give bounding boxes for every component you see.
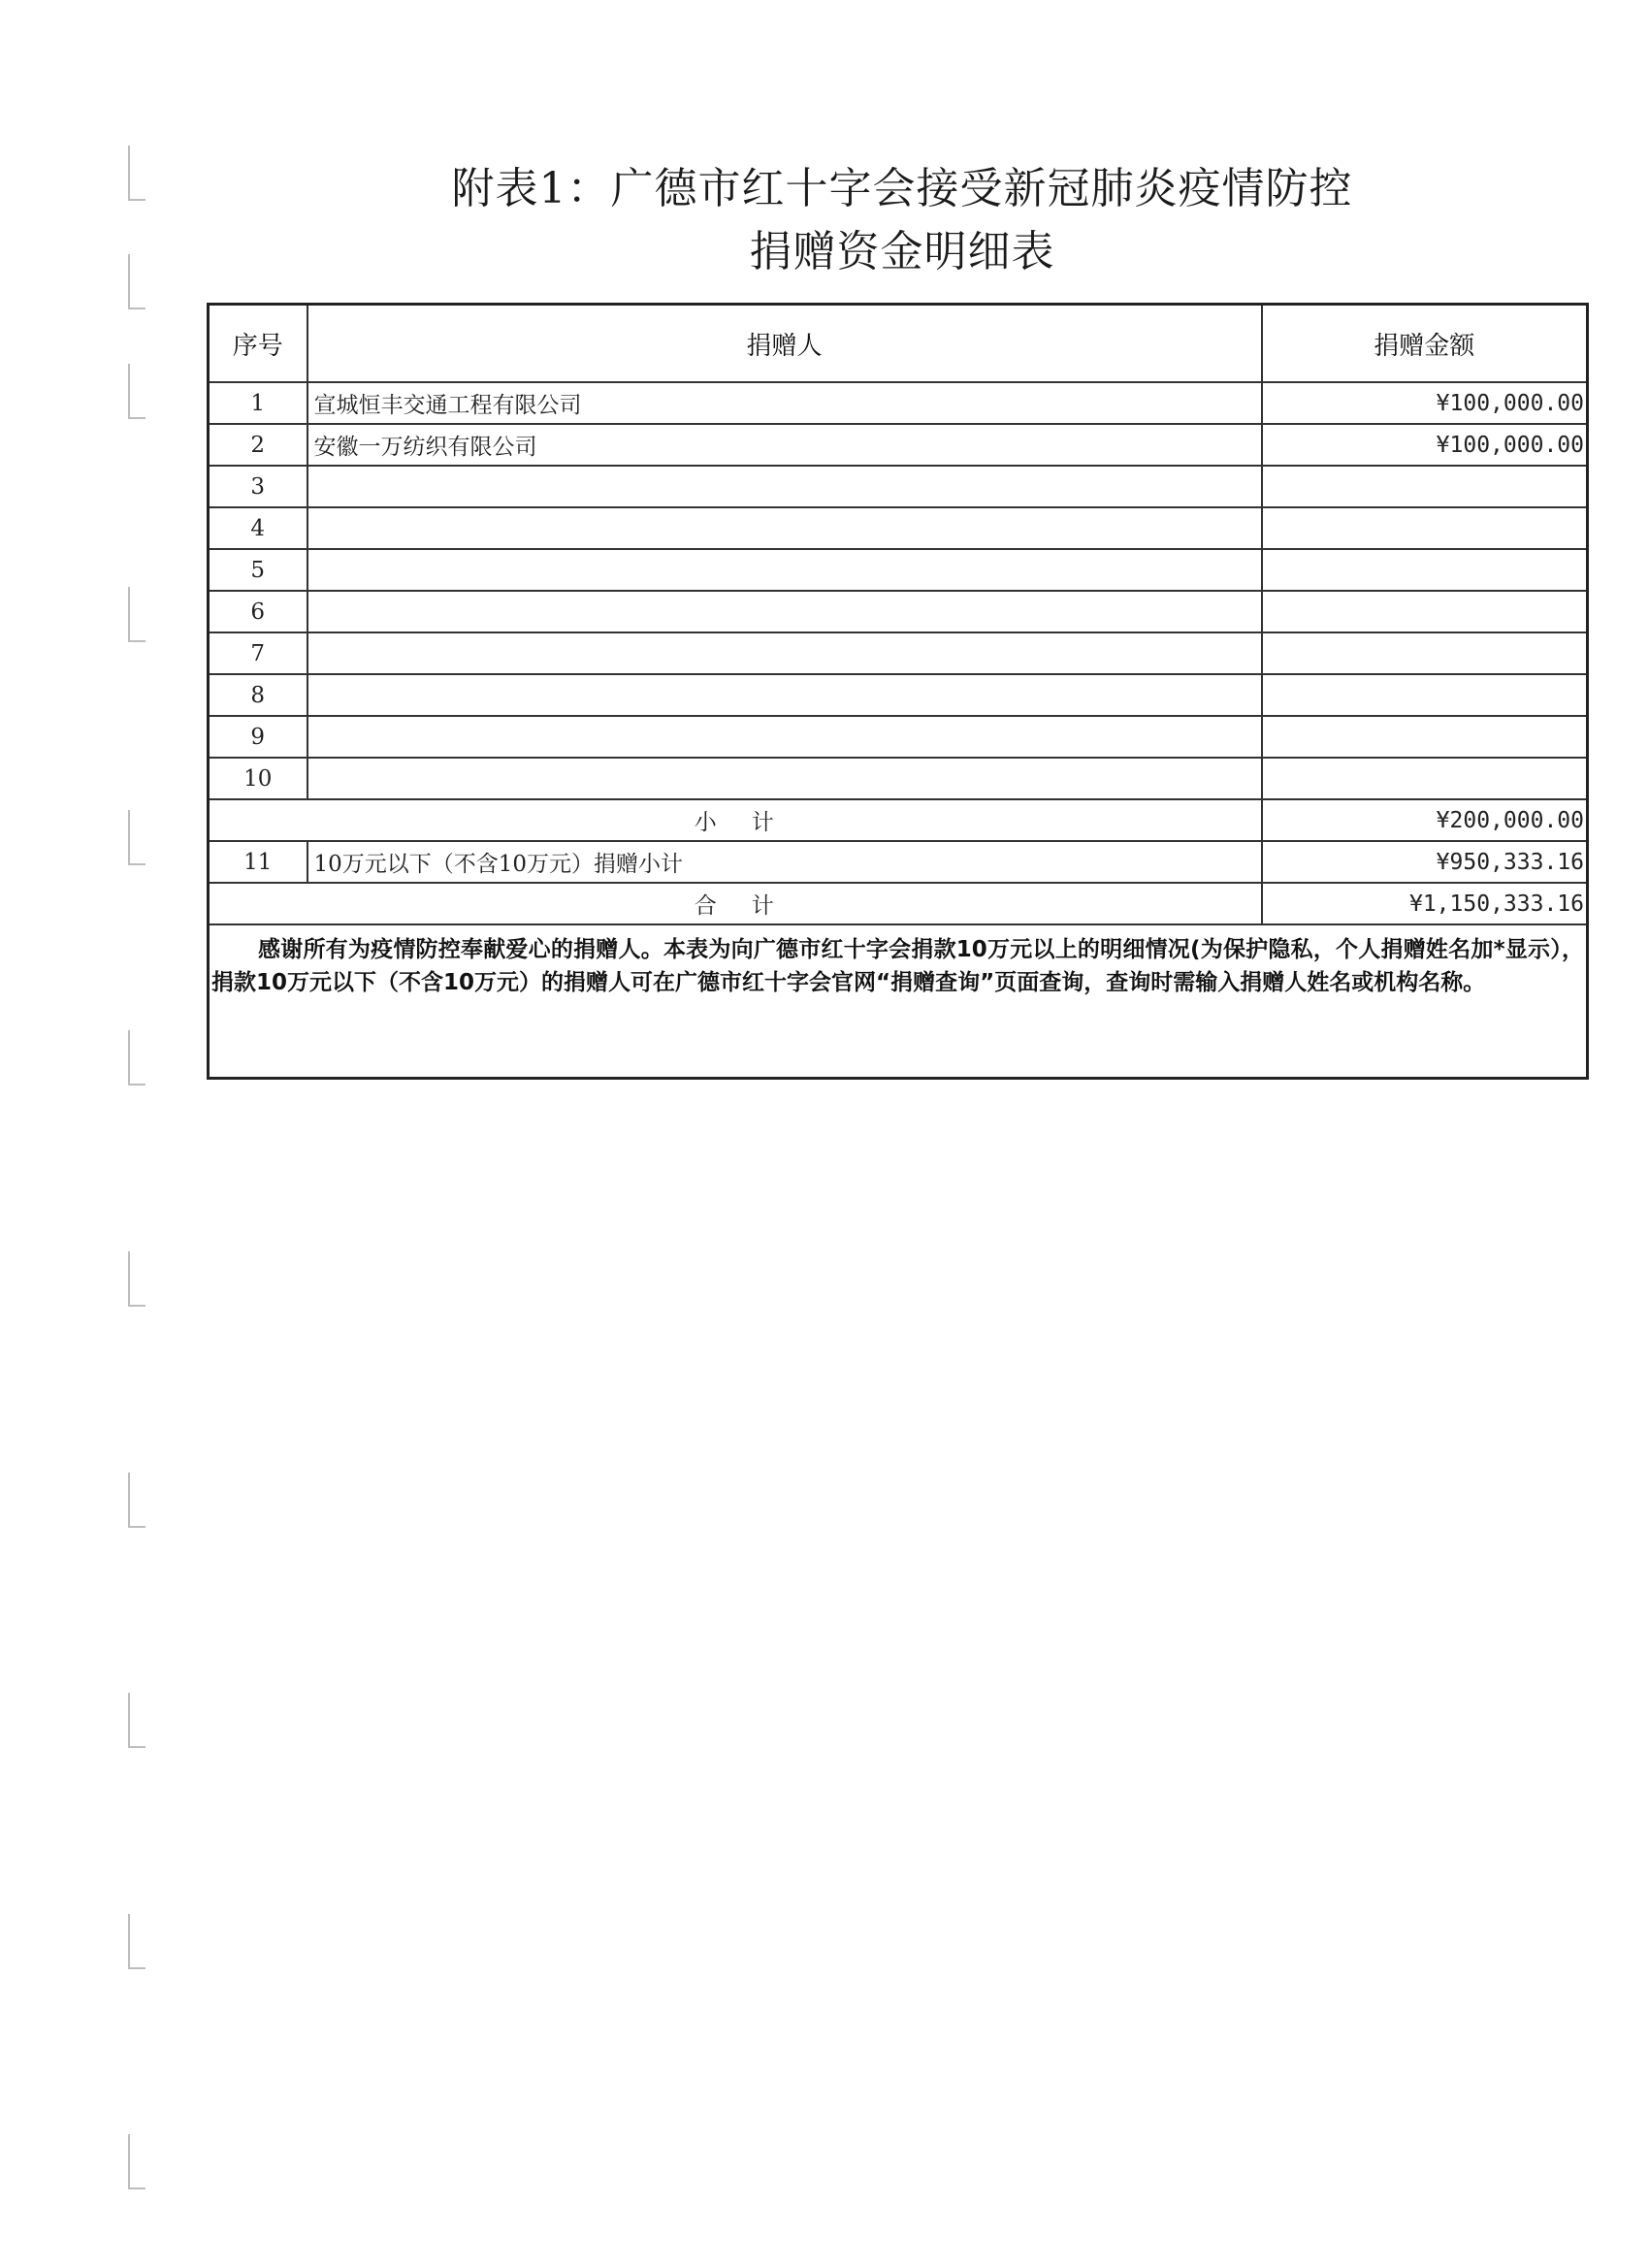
page-title-line1: 附表1：广德市红十字会接受新冠肺炎疫情防控 bbox=[451, 164, 1353, 213]
donation-table bbox=[207, 303, 1589, 1080]
binder-mark bbox=[128, 587, 146, 642]
table-header-row bbox=[209, 305, 1588, 383]
table-row bbox=[209, 466, 1588, 507]
binder-mark bbox=[128, 1251, 146, 1307]
row-amount bbox=[1262, 632, 1588, 674]
total-amount: ¥1,150,333.16 bbox=[1262, 883, 1588, 924]
total-row bbox=[209, 883, 1588, 924]
small-donations-no: 11 bbox=[209, 841, 307, 883]
row-no: 3 bbox=[209, 466, 307, 507]
header-no: 序号 bbox=[209, 305, 307, 383]
row-donor: 安徽一万纺织有限公司 bbox=[307, 424, 1262, 466]
binder-mark bbox=[128, 810, 146, 865]
row-donor: 宣城恒丰交通工程有限公司 bbox=[307, 382, 1262, 424]
row-amount bbox=[1262, 591, 1588, 632]
row-amount bbox=[1262, 674, 1588, 716]
table-row bbox=[209, 507, 1588, 549]
row-donor bbox=[307, 549, 1262, 591]
small-donations-amount: ¥950,333.16 bbox=[1262, 841, 1588, 883]
subtotal-label-b: 计 bbox=[751, 810, 776, 835]
row-donor bbox=[307, 591, 1262, 632]
row-donor bbox=[307, 758, 1262, 799]
row-amount bbox=[1262, 549, 1588, 591]
note-row bbox=[209, 924, 1588, 1079]
binder-mark bbox=[128, 1693, 146, 1748]
row-amount bbox=[1262, 507, 1588, 549]
subtotal-label-a: 小 bbox=[694, 810, 719, 835]
row-no: 6 bbox=[209, 591, 307, 632]
page-title-line2: 捐赠资金明细表 bbox=[749, 227, 1055, 276]
total-label bbox=[209, 883, 1262, 924]
subtotal-label bbox=[209, 799, 1262, 841]
header-amount: 捐赠金额 bbox=[1262, 305, 1588, 383]
row-amount bbox=[1262, 758, 1588, 799]
subtotal-amount: ¥200,000.00 bbox=[1262, 799, 1588, 841]
row-no: 7 bbox=[209, 632, 307, 674]
row-no: 10 bbox=[209, 758, 307, 799]
binder-mark bbox=[128, 1473, 146, 1528]
header-donor: 捐赠人 bbox=[307, 305, 1262, 383]
binder-mark bbox=[128, 2134, 146, 2189]
total-label-b: 计 bbox=[751, 893, 776, 919]
table-row bbox=[209, 758, 1588, 799]
row-donor bbox=[307, 466, 1262, 507]
row-no: 4 bbox=[209, 507, 307, 549]
row-no: 8 bbox=[209, 674, 307, 716]
row-amount bbox=[1262, 716, 1588, 758]
binder-mark bbox=[128, 1030, 146, 1085]
table-row bbox=[209, 591, 1588, 632]
row-no: 5 bbox=[209, 549, 307, 591]
binder-mark bbox=[128, 364, 146, 419]
row-amount: ¥100,000.00 bbox=[1262, 382, 1588, 424]
binder-mark bbox=[128, 1914, 146, 1969]
row-donor bbox=[307, 632, 1262, 674]
subtotal-row bbox=[209, 799, 1588, 841]
table-row bbox=[209, 632, 1588, 674]
note-text: 感谢所有为疫情防控奉献爱心的捐赠人。本表为向广德市红十字会捐款10万元以上的明细情况(为保护隐私，个人捐赠姓名加*显示），捐款10万元以下（不含10万元）的捐赠人可在广德市红十字会官网“捐赠查询”页面查询，查询时需输入捐赠人姓名或机构名称。 bbox=[209, 924, 1588, 1079]
row-donor bbox=[307, 507, 1262, 549]
table-row bbox=[209, 549, 1588, 591]
small-donations-label: 10万元以下（不含10万元）捐赠小计 bbox=[307, 841, 1262, 883]
row-amount bbox=[1262, 466, 1588, 507]
row-amount: ¥100,000.00 bbox=[1262, 424, 1588, 466]
row-donor bbox=[307, 716, 1262, 758]
table-row bbox=[209, 716, 1588, 758]
row-donor bbox=[307, 674, 1262, 716]
table-row bbox=[209, 674, 1588, 716]
row-no: 9 bbox=[209, 716, 307, 758]
row-no: 2 bbox=[209, 424, 307, 466]
table-row bbox=[209, 382, 1588, 424]
total-label-a: 合 bbox=[694, 893, 719, 919]
row-no: 1 bbox=[209, 382, 307, 424]
small-donations-row bbox=[209, 841, 1588, 883]
table-row bbox=[209, 424, 1588, 466]
